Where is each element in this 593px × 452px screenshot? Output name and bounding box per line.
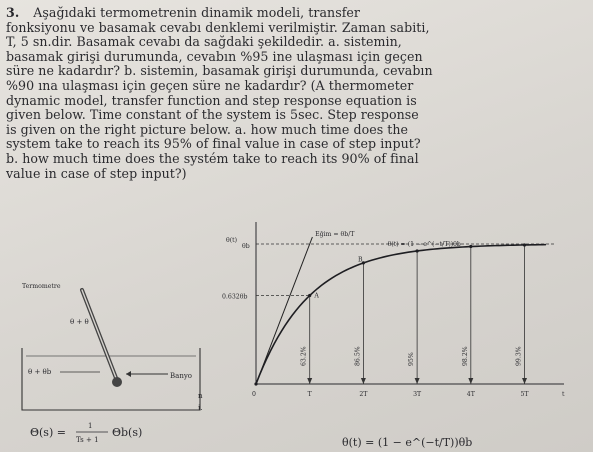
problem-line: basamak girişi durumunda, cevabın %95 ine ulaşması için geçen xyxy=(6,48,423,64)
problem-line: %90 ına ulaşması için geçen süre ne kadardır? (A thermometer xyxy=(6,77,414,93)
time-marker-arrow xyxy=(415,378,420,384)
point-a-label: A xyxy=(314,292,319,300)
percent-label: 95% xyxy=(408,352,416,366)
origin-label: 0 xyxy=(252,391,256,398)
data-point xyxy=(523,243,526,246)
x-tick-label: 3T xyxy=(413,391,422,398)
problem-line: system take to reach its 95% of final value in case of step input? xyxy=(6,136,421,152)
problem-line: b. how much time does the systém take to reach its 90% of final xyxy=(6,150,419,166)
mark-n: n xyxy=(198,392,203,400)
percent-label: 98.2% xyxy=(461,346,469,366)
problem-line: value in case of step input?) xyxy=(6,165,187,181)
problem-line: is given on the right picture below. a. how much time does the xyxy=(6,121,409,137)
tf-lhs: Θ(s) = xyxy=(30,426,66,439)
time-marker-arrow xyxy=(522,378,527,384)
thermometer-bulb xyxy=(112,377,122,387)
theta-b-label: θ + θb xyxy=(28,368,52,376)
time-marker-arrow xyxy=(307,378,312,384)
data-point xyxy=(469,245,472,248)
percent-label: 86.5% xyxy=(354,346,362,366)
point-b-label: B xyxy=(358,256,363,264)
y-axis-label: θ(t) xyxy=(226,237,238,244)
response-curve xyxy=(256,245,546,384)
problem-line: 3. Aşağıdaki termometrenin dinamik modeli, transfer xyxy=(6,5,360,20)
theta-label: θ + θ xyxy=(70,318,89,326)
mark-i: i. xyxy=(198,404,203,412)
bath-label: Banyo xyxy=(170,372,192,380)
percent-label: 63.2% xyxy=(300,346,308,366)
thermometer-diagram xyxy=(0,270,240,452)
slope-annotation: Eğim = θb/T xyxy=(315,231,355,238)
data-point xyxy=(308,294,311,297)
tf-denominator: Ts + 1 xyxy=(76,436,99,444)
x-axis-end-label: t xyxy=(562,391,565,398)
problem-number: 3. xyxy=(6,5,20,20)
percent-label: 99.3% xyxy=(515,346,523,366)
problem-line: fonksiyonu ve basamak cevabı denklemi verilmiştir. Zaman sabiti, xyxy=(6,19,430,35)
level-632-label: 0.632θb xyxy=(222,293,248,301)
final-value-label: θb xyxy=(242,243,250,250)
x-tick-label: 5T xyxy=(520,391,529,398)
step-response-chart xyxy=(222,222,592,452)
x-tick-label: 4T xyxy=(466,391,475,398)
problem-line: süre ne kadardır? b. sistemin, basamak girişi durumunda, cevabın xyxy=(6,63,433,79)
step-response-equation: θ(t) = (1 − e^(−t/T))θb xyxy=(342,436,473,449)
curve-equation-label: θ(t) = (1 − e^(−t/T))θb xyxy=(387,241,461,248)
thermometer-title: Termometre xyxy=(22,283,61,290)
tf-rhs: Θb(s) xyxy=(112,426,143,439)
data-point xyxy=(416,249,419,252)
data-point xyxy=(254,382,257,385)
tf-numerator: 1 xyxy=(88,422,93,430)
problem-line: given below. Time constant of the system is 5sec. Step response xyxy=(6,107,419,123)
problem-text xyxy=(6,6,576,181)
x-tick-label: 2T xyxy=(359,391,368,398)
problem-line: T, 5 sn.dir. Basamak cevabı da sağdaki şekildedir. a. sistemin, xyxy=(6,34,402,50)
time-marker-arrow xyxy=(468,378,473,384)
problem-line: dynamic model, transfer function and step response equation is xyxy=(6,92,417,108)
x-tick-label: T xyxy=(307,391,312,398)
time-marker-arrow xyxy=(361,378,366,384)
